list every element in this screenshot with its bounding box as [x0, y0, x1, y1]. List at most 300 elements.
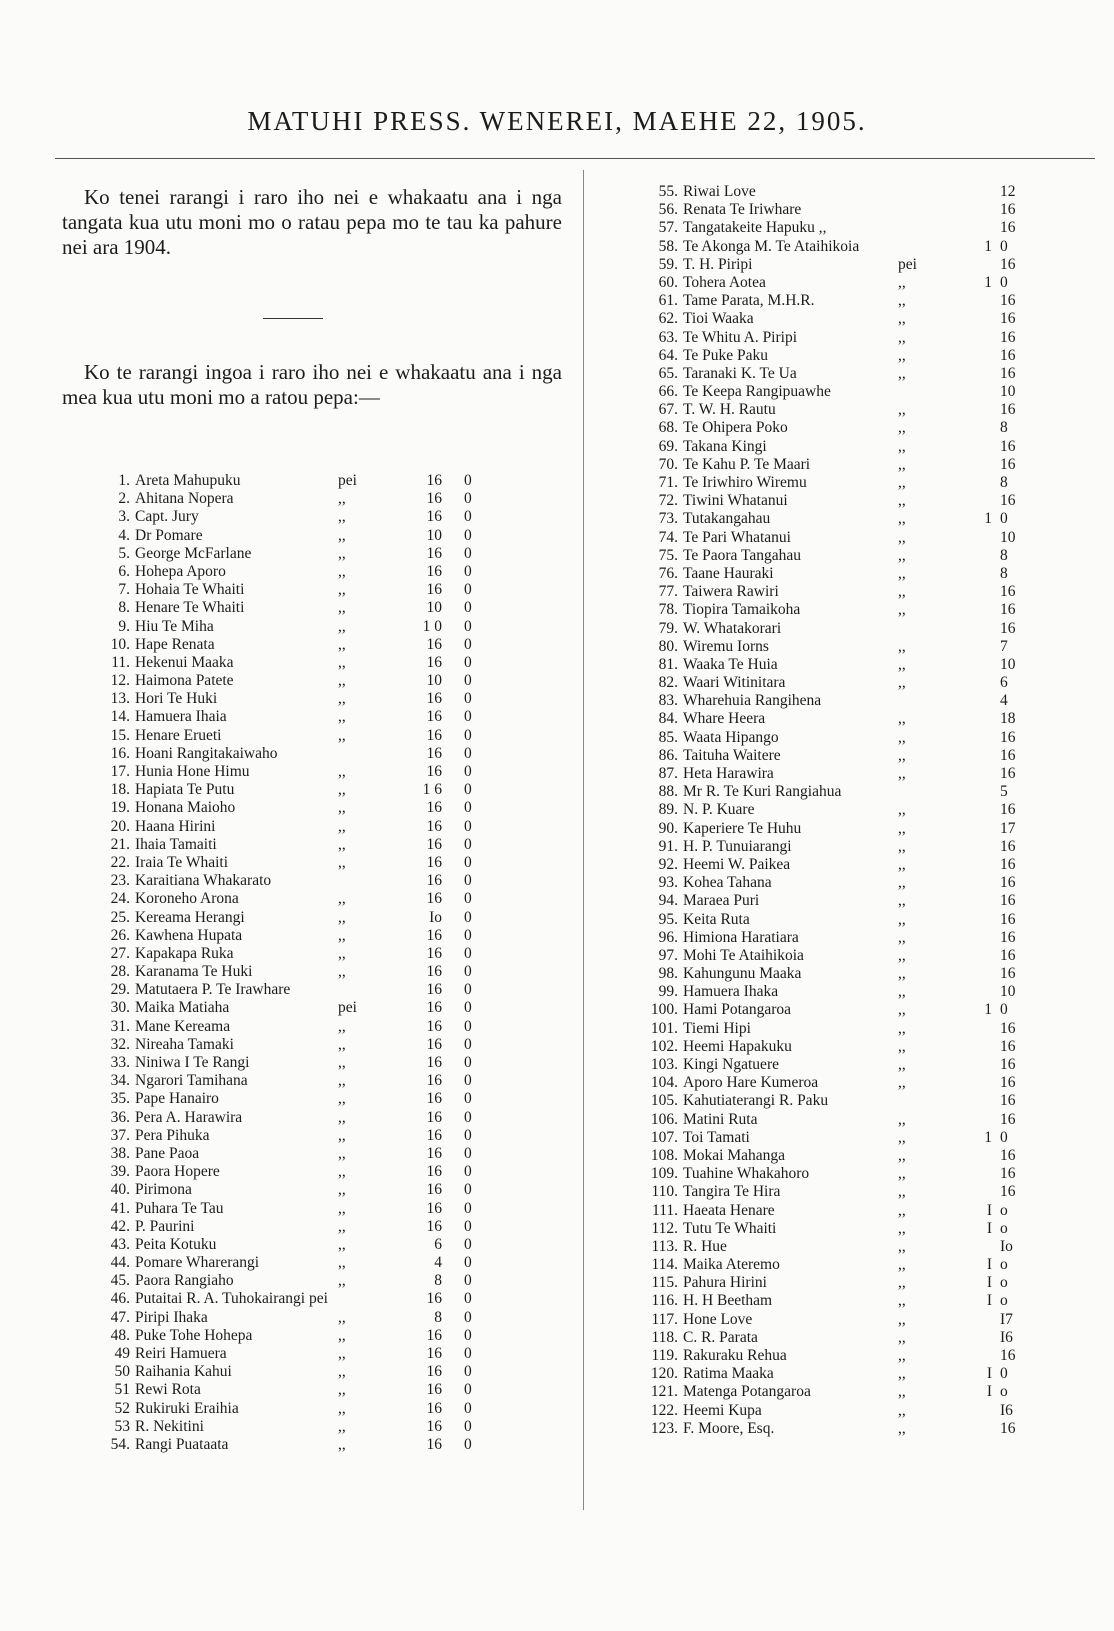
amount-pence: 16 [1000, 219, 1016, 237]
ditto-mark: ,, [338, 1126, 346, 1144]
ditto-mark: ,, [898, 674, 906, 692]
subscriber-name: Aporo Hare Kumeroa [683, 1074, 819, 1092]
entry-number: 50 [114, 1363, 130, 1381]
amount-pence: 4 [1000, 692, 1008, 710]
entry-number: 24. [110, 890, 130, 908]
entry-number: 98. [658, 965, 678, 983]
amount-pence: 0 [464, 890, 472, 908]
ditto-mark: ,, [898, 855, 906, 873]
subscriber-name: Peita Kotuku [135, 1235, 217, 1253]
amount-pence: 18 [1000, 710, 1016, 728]
entry-number: 75. [658, 546, 678, 564]
entry-number: 31. [110, 1017, 130, 1035]
list-item [92, 909, 502, 927]
amount-shillings: 1 6 [422, 781, 442, 799]
amount-pence: 0 [464, 926, 472, 944]
amount-pence: 0 [464, 581, 472, 599]
list-item [640, 1001, 1020, 1019]
amount-shillings: 16 [426, 1435, 442, 1453]
amount-pence: 8 [1000, 546, 1008, 564]
entry-number: 61. [658, 292, 678, 310]
list-item [92, 690, 502, 708]
amount-shillings: 16 [426, 999, 442, 1017]
list-item [640, 1202, 1020, 1220]
subscriber-name: Tutakangahau [683, 510, 771, 528]
amount-shillings: 16 [426, 1054, 442, 1071]
entry-number: 105. [650, 1092, 678, 1110]
ditto-mark: ,, [338, 763, 346, 780]
subscriber-name: Taituha Waitere [683, 746, 781, 764]
list-item [92, 472, 502, 490]
amount-pence: 0 [464, 690, 472, 708]
list-item [92, 672, 502, 690]
ditto-mark: ,, [338, 617, 346, 635]
amount-pence: 16 [1000, 728, 1016, 746]
subscriber-name: Pomare Wharerangi [135, 1254, 260, 1272]
amount-shillings: Io [429, 908, 442, 926]
ditto-mark: ,, [338, 1435, 346, 1453]
subscriber-name: Te Puke Paku [683, 346, 769, 364]
ditto-mark: ,, [898, 801, 906, 819]
ditto-mark: ,, [898, 528, 906, 546]
entry-number: 6. [118, 562, 130, 580]
entry-number: 91. [658, 837, 678, 855]
ditto-mark: ,, [338, 1108, 346, 1126]
entry-number: 111. [652, 1201, 678, 1219]
subscriber-name: Henare Erueti [135, 726, 222, 744]
subscriber-name: Putaitai R. A. Tuhokairangi pei [135, 1290, 328, 1308]
ditto-mark: ,, [338, 1399, 346, 1417]
entry-number: 77. [658, 583, 678, 601]
subscriber-name: Mane Kereama [135, 1017, 231, 1035]
column-divider [583, 170, 584, 1510]
subscriber-name: Te Pari Whatanui [683, 528, 791, 546]
list-item [640, 783, 1020, 801]
subscriber-name: Kawhena Hupata [135, 926, 243, 944]
amount-shillings: 16 [426, 817, 442, 835]
ditto-mark: ,, [898, 583, 906, 601]
list-item [640, 965, 1020, 983]
list-item [640, 747, 1020, 765]
list-item [92, 1254, 502, 1272]
list-item [640, 510, 1020, 528]
ditto-mark: ,, [898, 292, 906, 310]
amount-pence: 0 [464, 1399, 472, 1417]
list-item [640, 347, 1020, 365]
entry-number: 94. [658, 892, 678, 910]
entry-number: 71. [658, 474, 678, 491]
amount-pence: 0 [1000, 1001, 1008, 1019]
amount-pence: 0 [464, 1072, 472, 1090]
amount-shillings: 16 [426, 472, 442, 489]
subscriber-name: Iraia Te Whaiti [135, 853, 229, 871]
ditto-mark: ,, [898, 983, 906, 1001]
entry-number: 83. [658, 692, 678, 710]
list-item [92, 872, 502, 890]
amount-pence: 16 [1000, 292, 1016, 310]
entry-number: 3. [118, 508, 130, 526]
amount-pence: 17 [1000, 819, 1016, 837]
amount-pence: 0 [464, 1363, 472, 1381]
ditto-mark: ,, [338, 1417, 346, 1435]
subscriber-name: Paora Hopere [135, 1163, 220, 1181]
amount-pence: 0 [464, 1199, 472, 1217]
amount-pence: 0 [464, 635, 472, 653]
list-item [640, 474, 1020, 492]
ditto-mark: ,, [338, 1017, 346, 1035]
subscriber-name: Hohepa Aporo [135, 562, 226, 580]
entry-number: 119. [651, 1347, 678, 1364]
list-item [92, 654, 502, 672]
ditto-mark: ,, [898, 474, 906, 491]
amount-shillings: I [986, 1365, 992, 1383]
amount-pence: 0 [464, 1345, 472, 1362]
amount-pence: 0 [464, 944, 472, 962]
amount-shillings: 16 [426, 981, 442, 999]
list-item [640, 1311, 1020, 1329]
list-item [640, 492, 1020, 510]
ditto-mark: ,, [898, 1165, 906, 1183]
list-item [92, 1381, 502, 1399]
amount-pence: 16 [1000, 1110, 1016, 1128]
ditto-mark: ,, [898, 1201, 906, 1219]
entry-number: 2. [118, 490, 130, 508]
ditto-mark: ,, [338, 1345, 346, 1362]
amount-pence: 0 [464, 835, 472, 853]
amount-shillings: I [986, 1219, 992, 1237]
list-item [640, 583, 1020, 601]
amount-pence: 0 [464, 1144, 472, 1162]
entry-number: 7. [118, 581, 130, 599]
ditto-mark: ,, [898, 965, 906, 983]
amount-shillings: 16 [426, 1363, 442, 1381]
list-item [92, 563, 502, 581]
ditto-mark: ,, [898, 1274, 906, 1292]
amount-pence: o [1000, 1201, 1008, 1219]
list-item [640, 383, 1020, 401]
ditto-mark: ,, [898, 455, 906, 473]
amount-pence: 0 [464, 1108, 472, 1126]
ditto-mark: ,, [898, 328, 906, 346]
entry-number: 35. [110, 1090, 130, 1108]
amount-pence: 0 [464, 1035, 472, 1053]
ditto-mark: ,, [338, 1054, 346, 1071]
list-item [92, 1163, 502, 1181]
entry-number: 63. [658, 328, 678, 346]
amount-pence: 16 [1000, 1146, 1016, 1164]
ditto-mark: ,, [338, 926, 346, 944]
entry-number: 100. [650, 1001, 678, 1019]
ditto-mark: ,, [338, 599, 346, 617]
ditto-mark: ,, [338, 1144, 346, 1162]
amount-pence: 0 [464, 1090, 472, 1108]
entry-number: 39. [110, 1163, 130, 1181]
subscriber-name: Pera A. Harawira [135, 1108, 243, 1126]
amount-pence: 8 [1000, 564, 1008, 582]
subscriber-name: Wiremu Iorns [683, 637, 769, 655]
subscriber-name: Matini Ruta [683, 1110, 758, 1128]
ditto-mark: ,, [898, 946, 906, 964]
ditto-mark: ,, [338, 963, 346, 981]
entry-number: 33. [110, 1054, 130, 1071]
ditto-mark: ,, [898, 837, 906, 855]
ditto-mark: ,, [338, 908, 346, 926]
subscriber-name: Hami Potangaroa [683, 1001, 792, 1019]
subscriber-name: Whare Heera [683, 710, 766, 728]
entry-number: 67. [658, 401, 678, 419]
entry-number: 14. [110, 708, 130, 726]
entry-number: 11. [111, 653, 130, 671]
entry-number: 43. [110, 1235, 130, 1253]
amount-shillings: 16 [426, 1035, 442, 1053]
subscriber-name: Himiona Haratiara [683, 928, 799, 946]
amount-pence: 10 [1000, 528, 1016, 546]
ditto-mark: ,, [898, 564, 906, 582]
entry-number: 60. [658, 273, 678, 291]
amount-pence: 16 [1000, 201, 1016, 219]
amount-pence: 16 [1000, 801, 1016, 819]
amount-pence: 0 [464, 544, 472, 562]
list-item [92, 490, 502, 508]
list-item [640, 238, 1020, 256]
amount-pence: 16 [1000, 492, 1016, 510]
amount-shillings: 10 [426, 672, 442, 690]
subscriber-name: Toi Tamati [683, 1128, 750, 1146]
list-item [92, 1036, 502, 1054]
subscriber-name: P. Paurini [135, 1217, 195, 1235]
ditto-mark: ,, [898, 346, 906, 364]
entry-number: 102. [650, 1037, 678, 1055]
amount-pence: 0 [464, 1126, 472, 1144]
entry-number: 99. [658, 983, 678, 1001]
subscriber-name: Areta Mahupuku [135, 472, 241, 489]
list-item [92, 708, 502, 726]
amount-shillings: 16 [426, 653, 442, 671]
entry-number: 68. [658, 419, 678, 437]
ditto-mark: ,, [898, 1347, 906, 1364]
amount-shillings: 16 [426, 1217, 442, 1235]
ditto-mark: ,, [898, 655, 906, 673]
amount-shillings: 16 [426, 853, 442, 871]
subscriber-name: Piripi Ihaka [135, 1308, 208, 1326]
amount-pence: 16 [1000, 401, 1016, 419]
list-item [92, 1018, 502, 1036]
entry-number: 84. [658, 710, 678, 728]
subscriber-name: H. P. Tunuiarangi [683, 837, 792, 855]
entry-number: 1. [118, 472, 130, 489]
subscriber-name: Kahungunu Maaka [683, 965, 802, 983]
list-item [640, 838, 1020, 856]
entry-number: 27. [110, 944, 130, 962]
subscriber-name: R. Nekitini [135, 1417, 204, 1435]
amount-shillings: 16 [426, 726, 442, 744]
subscriber-name: Ihaia Tamaiti [135, 835, 217, 853]
subscriber-name: W. Whatakorari [683, 619, 782, 637]
subscriber-name: Riwai Love [683, 183, 756, 200]
subscriber-name: Kapakapa Ruka [135, 944, 234, 962]
ditto-mark: ,, [898, 1146, 906, 1164]
list-item [92, 1418, 502, 1436]
list-item [640, 1020, 1020, 1038]
amount-pence: I7 [1000, 1310, 1013, 1328]
amount-pence: 0 [464, 1163, 472, 1181]
amount-shillings: 16 [426, 544, 442, 562]
entry-number: 73. [658, 510, 678, 528]
entry-number: 48. [110, 1326, 130, 1344]
list-item [92, 836, 502, 854]
list-item [640, 1274, 1020, 1292]
ditto-mark: ,, [338, 781, 346, 799]
amount-shillings: I [986, 1274, 992, 1292]
entry-number: 26. [110, 926, 130, 944]
subscriber-name: Te Paora Tangahau [683, 546, 802, 564]
list-item [640, 456, 1020, 474]
entry-number: 28. [110, 963, 130, 981]
list-item [640, 1129, 1020, 1147]
ditto-mark: ,, [898, 401, 906, 419]
subscriber-list-right [640, 183, 1020, 1438]
amount-shillings: 16 [426, 1290, 442, 1308]
amount-pence: 0 [464, 1054, 472, 1071]
ditto-mark: ,, [338, 1072, 346, 1090]
amount-pence: 16 [1000, 346, 1016, 364]
amount-pence: 16 [1000, 601, 1016, 619]
amount-pence: 0 [464, 817, 472, 835]
list-item [640, 911, 1020, 929]
ditto-mark: ,, [898, 874, 906, 892]
amount-shillings: 16 [426, 1399, 442, 1417]
subscriber-name: George McFarlane [135, 544, 252, 562]
list-item [640, 565, 1020, 583]
subscriber-name: Rakuraku Rehua [683, 1347, 787, 1364]
amount-pence: 16 [1000, 1165, 1016, 1183]
list-item [640, 1329, 1020, 1347]
list-item [92, 1236, 502, 1254]
entry-number: 118. [651, 1328, 678, 1346]
amount-pence: 16 [1000, 455, 1016, 473]
list-item [640, 929, 1020, 947]
ditto-mark: ,, [898, 492, 906, 510]
subscriber-name: F. Moore, Esq. [683, 1419, 775, 1437]
amount-pence: 10 [1000, 383, 1016, 401]
amount-pence: 16 [1000, 1183, 1016, 1201]
list-item [640, 1111, 1020, 1129]
ditto-mark: ,, [338, 672, 346, 690]
subscriber-name: Pane Paoa [135, 1144, 200, 1162]
ditto-mark: ,, [338, 1326, 346, 1344]
subscriber-name: Kaperiere Te Huhu [683, 819, 802, 837]
amount-pence: 0 [464, 1272, 472, 1290]
ditto-mark: ,, [898, 1401, 906, 1419]
subscriber-name: Heemi Kupa [683, 1401, 762, 1419]
entry-number: 23. [110, 872, 130, 890]
ditto-mark: ,, [898, 728, 906, 746]
ditto-mark: ,, [338, 1235, 346, 1253]
entry-number: 21. [110, 835, 130, 853]
amount-shillings: 16 [426, 508, 442, 526]
list-item [640, 620, 1020, 638]
list-item [640, 419, 1020, 437]
subscriber-name: Kereama Herangi [135, 908, 245, 926]
entry-number: 107. [650, 1128, 678, 1146]
amount-pence: 0 [464, 472, 472, 489]
entry-number: 59. [658, 255, 678, 273]
ditto-mark: ,, [898, 1365, 906, 1383]
entry-number: 78. [658, 601, 678, 619]
ditto-mark: ,, [338, 526, 346, 544]
list-item [640, 1183, 1020, 1201]
subscriber-name: Heemi Hapakuku [683, 1037, 792, 1055]
list-item [92, 727, 502, 745]
list-item [640, 1220, 1020, 1238]
ditto-mark: ,, [898, 1056, 906, 1073]
subscriber-name: Haana Hirini [135, 817, 216, 835]
amount-pence: 16 [1000, 1019, 1016, 1037]
ditto-mark: ,, [898, 746, 906, 764]
entry-number: 54. [110, 1435, 130, 1453]
ditto-mark: ,, [898, 928, 906, 946]
amount-pence: 0 [464, 599, 472, 617]
amount-pence: 0 [464, 799, 472, 817]
amount-shillings: 16 [426, 1326, 442, 1344]
amount-shillings: I [986, 1256, 992, 1274]
entry-number: 53 [114, 1417, 130, 1435]
ditto-mark: ,, [898, 1183, 906, 1201]
entry-number: 110. [651, 1183, 678, 1201]
subscriber-name: Capt. Jury [135, 508, 199, 526]
entry-number: 103. [650, 1056, 678, 1073]
list-item [640, 256, 1020, 274]
amount-pence: 0 [464, 872, 472, 890]
list-item [640, 1383, 1020, 1401]
amount-pence: 0 [464, 763, 472, 780]
entry-number: 18. [110, 781, 130, 799]
list-item [92, 636, 502, 654]
list-item [92, 763, 502, 781]
entry-number: 32. [110, 1035, 130, 1053]
amount-shillings: 16 [426, 744, 442, 762]
amount-pence: 16 [1000, 765, 1016, 782]
amount-shillings: 16 [426, 1163, 442, 1181]
ditto-mark: pei [898, 255, 917, 273]
list-item [92, 618, 502, 636]
amount-pence: 0 [464, 562, 472, 580]
entry-number: 58. [658, 237, 678, 255]
subscriber-name: Karaitiana Whakarato [135, 872, 272, 890]
list-item [640, 365, 1020, 383]
entry-number: 13. [110, 690, 130, 708]
subscriber-name: Nireaha Tamaki [135, 1035, 234, 1053]
entry-number: 88. [658, 783, 678, 801]
amount-pence: 6 [1000, 674, 1008, 692]
ditto-mark: pei [338, 472, 357, 489]
entry-number: 55. [658, 183, 678, 200]
amount-pence: 0 [464, 981, 472, 999]
amount-pence: 8 [1000, 419, 1008, 437]
entry-number: 8. [118, 599, 130, 617]
amount-shillings: 8 [434, 1272, 442, 1290]
subscriber-name: Koroneho Arona [135, 890, 239, 908]
amount-pence: 0 [464, 653, 472, 671]
amount-pence: 16 [1000, 1056, 1016, 1073]
entry-number: 121. [650, 1383, 678, 1401]
entry-number: 87. [658, 765, 678, 782]
ditto-mark: ,, [898, 819, 906, 837]
amount-shillings: 16 [426, 890, 442, 908]
amount-pence: 0 [464, 853, 472, 871]
entry-number: 89. [658, 801, 678, 819]
amount-pence: 0 [464, 1435, 472, 1453]
